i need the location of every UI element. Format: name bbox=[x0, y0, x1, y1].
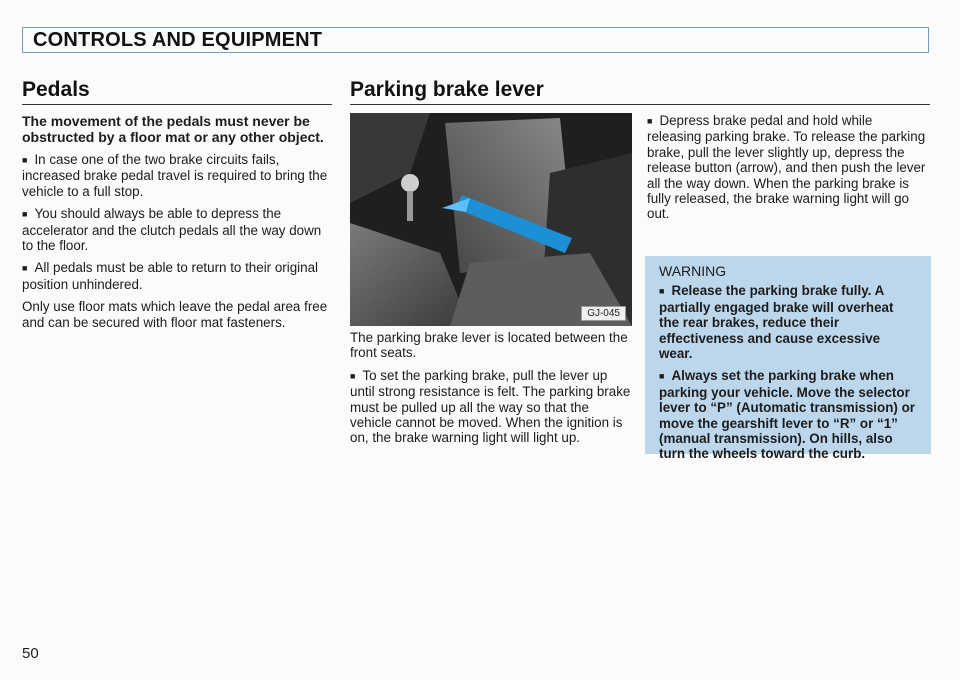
warning-title: WARNING bbox=[659, 263, 727, 279]
pedals-column bbox=[22, 113, 330, 337]
pedals-bullet-1: ■ In case one of the two brake circuits fails, increased brake pedal travel is required to bring the vehicle to a full stop. bbox=[22, 152, 330, 199]
pedals-bullet-3: ■ All pedals must be able to return to their original position unhindered. bbox=[22, 260, 330, 292]
set-brake-bullet: ■ To set the parking brake, pull the lever up until strong resistance is felt. The parking brake must be pulled up all the way so that the vehicle cannot be moved. When the ignition is on, the brake warning light will light up. bbox=[350, 368, 632, 446]
parking-brake-illustration bbox=[350, 113, 632, 326]
figure-caption: The parking brake lever is located between the front seats. bbox=[350, 330, 628, 361]
release-brake-bullet: ■ Depress brake pedal and hold while releasing parking brake. To release the parking brake, pull the lever slightly up, depress the release button (arrow), and then push the lever all the way down. When the parking brake is fully released, the brake warning light will go out. bbox=[647, 113, 929, 222]
release-column bbox=[647, 113, 929, 229]
pedals-title: Pedals bbox=[22, 78, 90, 101]
page-number: 50 bbox=[22, 645, 39, 662]
gear-knob-icon bbox=[401, 174, 419, 192]
pedals-note: Only use floor mats which leave the pedal area free and can be secured with floor mat fasteners. bbox=[22, 299, 328, 330]
parking-brake-rule bbox=[350, 104, 930, 105]
pedals-bullet-2: ■ You should always be able to depress the accelerator and the clutch pedals all the way down to the floor. bbox=[22, 206, 330, 253]
section-header-title: CONTROLS AND EQUIPMENT bbox=[33, 29, 323, 51]
section-header bbox=[22, 27, 929, 53]
parking-brake-column bbox=[350, 330, 632, 453]
parking-brake-photo bbox=[350, 113, 632, 326]
warning-box bbox=[645, 256, 931, 462]
warning-item-1: ■ Release the parking brake fully. A partially engaged brake will overheat the rear brakes, reduce their effectiveness and cause excessive wear. bbox=[659, 283, 917, 361]
warning-item-2: ■ Always set the parking brake when parking your vehicle. Move the selector lever to “P” (Automatic transmission) or move the gearshift lever to “R” or “1” (manual transmission). On hills, also turn the wheels toward the curb. bbox=[659, 368, 917, 461]
pedals-lead: The movement of the pedals must never be obstructed by a floor mat or any other object. bbox=[22, 113, 324, 145]
pedals-rule bbox=[22, 104, 332, 105]
figure-label: GJ-045 bbox=[581, 306, 626, 321]
parking-brake-title: Parking brake lever bbox=[350, 78, 544, 101]
